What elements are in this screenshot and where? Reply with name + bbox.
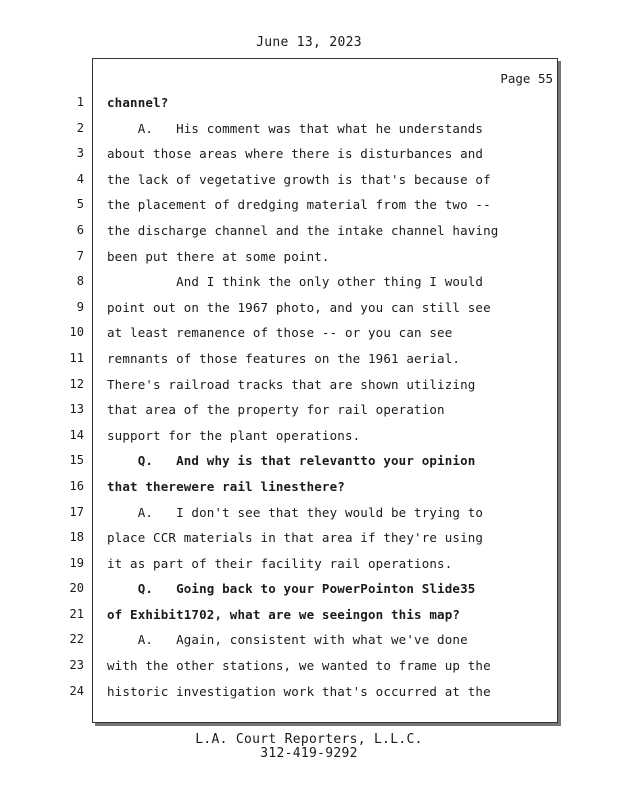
transcript-line: Q. And why is that relevantto your opinion: [107, 453, 476, 469]
reporter-company: L.A. Court Reporters, L.L.C.: [195, 732, 423, 747]
transcript-line: historic investigation work that's occurred at the: [107, 683, 491, 699]
line-number-column: [62, 90, 84, 704]
transcript-line: the lack of vegetative growth is that's because of: [107, 171, 491, 187]
transcript-line: A. I don't see that they would be trying to: [107, 504, 484, 520]
line-number: 20: [69, 581, 84, 596]
line-number: 23: [69, 658, 84, 673]
line-number: 12: [69, 376, 84, 391]
transcript-line: support for the plant operations.: [107, 427, 361, 443]
transcript-line: A. His comment was that what he understands: [107, 120, 484, 136]
transcript-date: June 13, 2023: [256, 35, 362, 50]
transcript-line: There's railroad tracks that are shown utilizing: [107, 376, 476, 392]
transcript-line: that area of the property for rail operation: [107, 402, 445, 418]
line-number: 18: [69, 530, 84, 545]
line-number: 19: [69, 555, 84, 570]
line-number: 22: [69, 632, 84, 647]
transcript-text: [107, 90, 552, 704]
transcript-line: place CCR materials in that area if they're using: [107, 530, 484, 546]
transcript-line: it as part of their facility rail operations.: [107, 555, 453, 571]
line-number: 16: [69, 478, 84, 493]
line-number: 1: [76, 95, 84, 109]
transcript-line: And I think the only other thing I would: [107, 274, 484, 290]
transcript-line: been put there at some point.: [107, 248, 330, 264]
page-number: Page 55: [500, 71, 553, 86]
line-number: 8: [76, 274, 84, 289]
line-number: 6: [76, 222, 84, 237]
transcript-line: point out on the 1967 photo, and you can still see: [107, 299, 491, 315]
line-number: 11: [69, 350, 84, 365]
line-number: 15: [69, 453, 84, 468]
transcript-line: that therewere rail linesthere?: [107, 478, 345, 494]
reporter-phone: 312-419-9292: [260, 746, 358, 761]
transcript-line: Q. Going back to your PowerPointon Slide35: [107, 581, 476, 597]
transcript-line: the placement of dredging material from the two --: [107, 197, 491, 213]
line-number: 9: [76, 299, 84, 314]
line-number: 17: [69, 504, 84, 519]
line-number: 4: [76, 171, 84, 186]
line-number: 10: [69, 325, 84, 340]
transcript-line: channel?: [107, 95, 169, 110]
line-number: 13: [69, 402, 84, 417]
line-number: 7: [76, 248, 84, 263]
transcript-line: of Exhibit1702, what are we seeingon this map?: [107, 606, 461, 622]
reporter-footer: [0, 733, 618, 761]
line-number: 14: [69, 427, 84, 442]
transcript-line: remnants of those features on the 1961 aerial.: [107, 350, 461, 366]
line-number: 24: [69, 683, 84, 698]
transcript-line: A. Again, consistent with what we've done: [107, 632, 468, 648]
transcript-line: at least remanence of those -- or you can see: [107, 325, 453, 341]
line-number: 2: [76, 120, 84, 135]
transcript-line: with the other stations, we wanted to frame up the: [107, 658, 491, 674]
transcript-line: about those areas where there is disturbances and: [107, 146, 484, 162]
line-number: 5: [76, 197, 84, 212]
transcript-line: the discharge channel and the intake channel having: [107, 222, 499, 238]
line-number: 3: [76, 146, 84, 161]
line-number: 21: [69, 606, 84, 621]
